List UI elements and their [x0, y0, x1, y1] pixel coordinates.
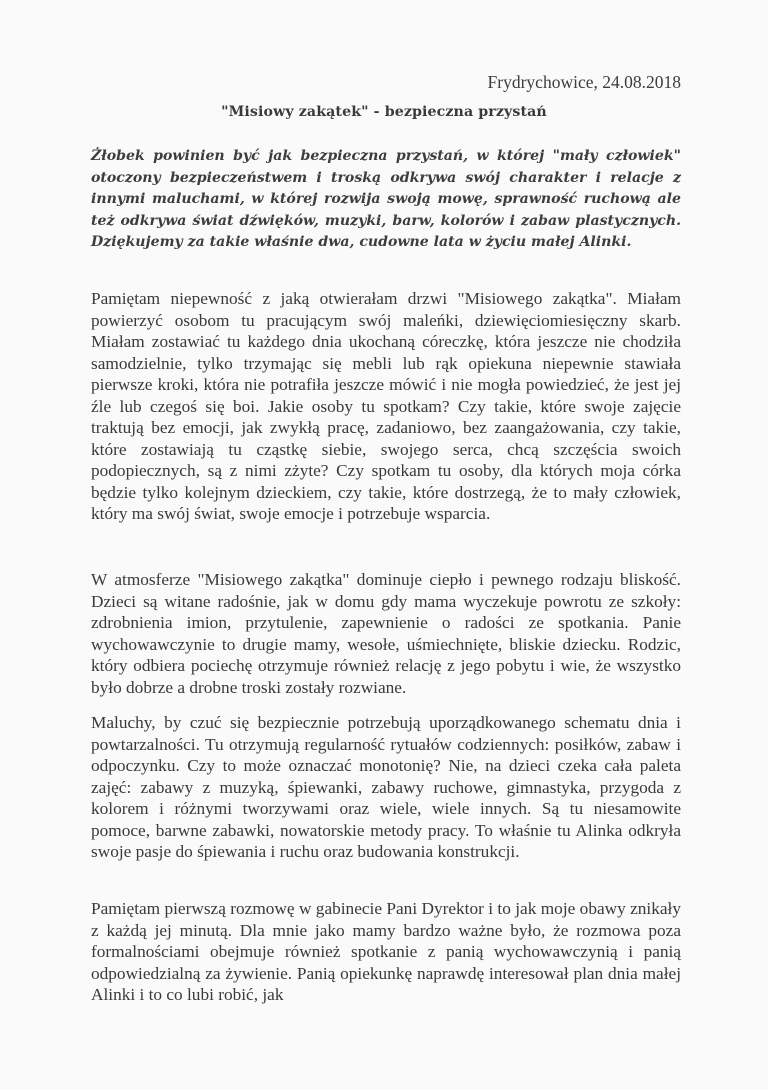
place-and-date: Frydrychowice, 24.08.2018	[487, 72, 681, 92]
document-title: "Misiowy zakątek" - bezpieczna przystań	[221, 104, 547, 120]
body-paragraph-4: Pamiętam pierwszą rozmowę w gabinecie Pani Dyrektor i to jak moje obawy znikały z każdą jej minutą. Dla mnie jako mamy bardzo ważne było, że rozmowa poza formalnościami obejmuje również spotkanie z panią wychowawczynią i panią odpowiedzialną za żywienie. Panią opiekunkę naprawdę interesował plan dnia małej Alinki i to co lubi robić, jak	[91, 899, 681, 1005]
body-paragraph-1: Pamiętam niepewność z jaką otwierałam drzwi "Misiowego zakątka". Miałam powierzyć osobom tu pracującym swój maleńki, dziewięciomiesięczny skarb. Miałam zostawiać tu każdego dnia ukochaną córeczkę, która jeszcze nie chodziła samodzielnie, tylko trzymając się mebli lub rąk opiekuna niepewnie stawiała pierwsze kroki, która nie potrafiła jeszcze mówić i nie mogła powiedzieć, że jest jej źle lub czegoś się boi. Jakie osoby tu spotkam? Czy takie, które swoje zajęcie traktują bez emocji, jak zwykłą pracę, zadaniowo, bez zaangażowania, czy takie, które zostawiają tu cząstkę siebie, swojego serca, chcą szczęścia swoich podopiecznych, są z nimi zżyte? Czy spotkam tu osoby, dla których moja córka będzie tylko kolejnym dzieckiem, czy takie, które dostrzegą, że to mały człowiek, który ma swój świat, swoje emocje i potrzebuje wsparcia.	[91, 289, 681, 524]
body-paragraph-3: Maluchy, by czuć się bezpiecznie potrzebują uporządkowanego schematu dnia i powtarzalności. Tu otrzymują regularność rytuałów codziennych: posiłków, zabaw i odpoczynku. Czy to może oznaczać monotonię? Nie, na dzieci czeka cała paleta zajęć: zabawy z muzyką, śpiewanki, zabawy ruchowe, gimnastyka, przygoda z kolorem i różnymi tworzywami oraz wiele, wiele innych. Są tu niesamowite pomoce, barwne zabawki, nowatorskie metody pracy. To właśnie tu Alinka odkryła swoje pasje do śpiewania i ruchu oraz budowania konstrukcji.	[91, 713, 681, 862]
lead-paragraph: Żłobek powinien być jak bezpieczna przystań, w której "mały człowiek" otoczony bezpieczeństwem i troską odkrywa swój charakter i relacje z innymi maluchami, w której rozwija swoją mowę, sprawność ruchową ale też odkrywa świat dźwięków, muzyki, barw, kolorów i zabaw plastycznych. Dziękujemy za takie właśnie dwa, cudowne lata w życiu małej Alinki.	[91, 148, 681, 251]
body-paragraph-2: W atmosferze "Misiowego zakątka" dominuje ciepło i pewnego rodzaju bliskość. Dzieci są witane radośnie, jak w domu gdy mama wyczekuje powrotu ze szkoły: zdrobnienia imion, przytulenie, zapewnienie o radości ze spotkania. Panie wychowawczynie to drugie mamy, wesołe, uśmiechnięte, bliskie dziecku. Rodzic, który odbiera pociechę otrzymuje również relację z jego pobytu i wie, że wszystko było dobrze a drobne troski zostały rozwiane.	[91, 570, 681, 697]
